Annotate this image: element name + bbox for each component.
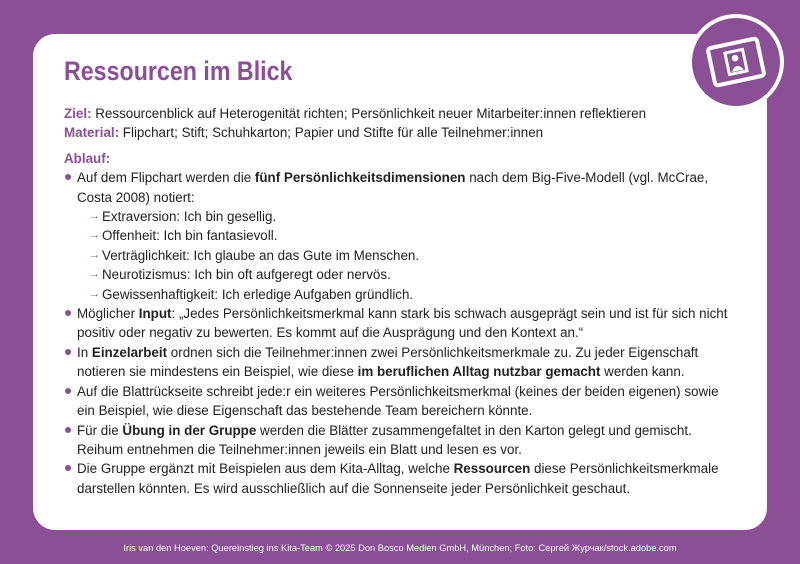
- goal-label: Ziel:: [64, 106, 92, 121]
- portrait-card-icon: [692, 18, 780, 106]
- big-five-list: [77, 207, 736, 304]
- goal-text: Ressourcenblick auf Heterogenität richten; Persönlichkeit neuer Mitarbeiter:innen reflektieren: [91, 106, 647, 121]
- goal-line: [64, 104, 736, 123]
- big-five-item: → Verträglichkeit: Ich glaube an das Gute im Menschen.: [89, 246, 736, 265]
- page-title: Ressourcen im Blick: [64, 56, 293, 86]
- footer-credit: Iris van den Hoeven: Quereinstieg ins Kita-Team © 2025 Don Bosco Medien GmbH, München; Foto: Сергей Журчак/stock.adobe.com: [123, 543, 677, 553]
- content-body: [64, 104, 736, 498]
- procedure-step: In Einzelarbeit ordnen sich die Teilnehmer:innen zwei Persönlichkeitsmerkmale zu. Zu jeder Eigenschaft notieren sie mindestens ein Beispiel, wie diese im beruflichen Alltag nutzbar gemacht werden kann.: [64, 343, 736, 382]
- procedure-step: Auf dem Flipchart werden die fünf Persönlichkeitsdimensionen nach dem Big-Five-Modell (vgl. McCrae, Costa 2008) notiert: → Extraversion: Ich bin gesellig. → Offenheit: Ich bin fantasievoll. → Verträglichkeit: Ich glaube an das Gute im Menschen. → Neurotizismus: Ich bin oft aufgeregt oder nervös. → Gewissenhaftigkeit: Ich erledige Aufgaben gründlich.: [64, 168, 736, 304]
- big-five-item: → Gewissenhaftigkeit: Ich erledige Aufgaben gründlich.: [89, 285, 736, 304]
- big-five-item: → Offenheit: Ich bin fantasievoll.: [89, 226, 736, 245]
- procedure-step: Die Gruppe ergänzt mit Beispielen aus dem Kita-Alltag, welche Ressourcen diese Persönlichkeitsmerkmale darstellen könnten. Es wird ausschließlich auf die Sonnenseite jeder Persönlichkeit geschaut.: [64, 459, 736, 498]
- procedure-heading: Ablauf:: [64, 150, 111, 166]
- big-five-item: → Neurotizismus: Ich bin oft aufgeregt oder nervös.: [89, 265, 736, 284]
- material-line: [64, 123, 736, 142]
- procedure-step: Möglicher Input: „Jedes Persönlichkeitsmerkmal kann stark bis schwach ausgeprägt sein und ist für sich nicht positiv oder negativ zu bewerten. Es kommt auf die Ausprägung und den Kontext an.“: [64, 304, 736, 343]
- procedure-list: [64, 168, 736, 498]
- material-text: Flipchart; Stift; Schuhkarton; Papier und Stifte für alle Teilnehmer:innen: [119, 125, 544, 141]
- material-label: Material:: [64, 125, 120, 141]
- big-five-item: → Extraversion: Ich bin gesellig.: [89, 207, 736, 226]
- procedure-step: Auf die Blattrückseite schreibt jede:r ein weiteres Persönlichkeitsmerkmal (keines der beiden eigenen) sowie ein Beispiel, wie diese Eigenschaft das bestehende Team bereichern könnte.: [64, 382, 736, 421]
- procedure-step: Für die Übung in der Gruppe werden die Blätter zusammengefaltet in den Karton gelegt und gemischt. Reihum entnehmen die Teilnehmer:innen jeweils ein Blatt und lesen es vor.: [64, 421, 736, 460]
- portrait-card-badge: [688, 14, 784, 110]
